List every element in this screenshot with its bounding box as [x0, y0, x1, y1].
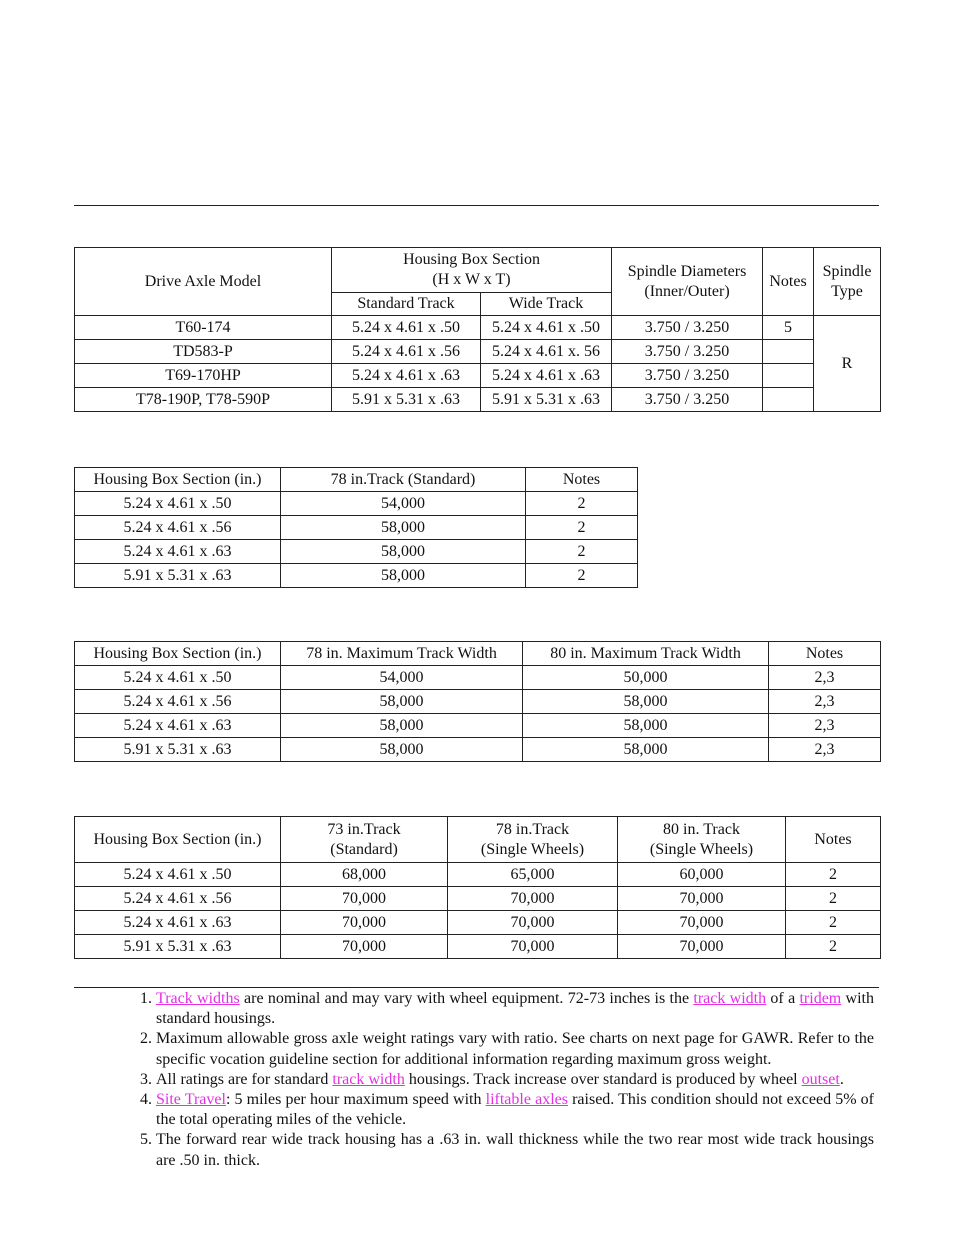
table-cell: 5.91 x 5.31 x .63 [75, 935, 281, 959]
table-cell: 5.91 x 5.31 x .63 [75, 738, 281, 762]
column-header: 78 in.Track (Single Wheels) [448, 817, 618, 863]
header-spindle-diameters: Spindle Diameters (Inner/Outer) [612, 248, 763, 316]
table-cell: 50,000 [523, 666, 769, 690]
footnote-item [130, 1029, 874, 1069]
footnote-number: 1. [140, 990, 152, 1007]
footnote-text-segment: The forward rear wide track housing has a .63 in. wall thickness while the two rear most wide track housings are .50 in. thick. [156, 1131, 874, 1169]
cell-notes [763, 340, 814, 364]
footnote-text [156, 1130, 874, 1170]
table-row [75, 690, 881, 714]
maximum-track-width-rating-table [74, 641, 881, 762]
table-cell: 68,000 [281, 863, 448, 887]
cell-wide-track: 5.24 x 4.61 x .50 [481, 316, 612, 340]
table-row [75, 714, 881, 738]
table-row [75, 340, 881, 364]
table-cell: 5.24 x 4.61 x .56 [75, 690, 281, 714]
table-cell: 2 [526, 516, 638, 540]
cell-model: TD583-P [75, 340, 332, 364]
table-row [75, 911, 881, 935]
cell-standard-track: 5.24 x 4.61 x .63 [332, 364, 481, 388]
header-drive-axle-model: Drive Axle Model [75, 248, 332, 316]
table-cell: 70,000 [448, 935, 618, 959]
footnote-text-segment: Maximum allowable gross axle weight ratings vary with ratio. See charts on next page for GAWR. Refer to the specific vocation guideline section for additional information regarding maximum gross weight. [156, 1030, 874, 1068]
cell-spindle-diameters: 3.750 / 3.250 [612, 340, 763, 364]
footnote-number: 3. [140, 1070, 152, 1088]
notes-rule [74, 987, 879, 988]
cell-spindle-diameters: 3.750 / 3.250 [612, 364, 763, 388]
footnote-number: 2. [140, 1030, 152, 1048]
table-cell: 2 [526, 540, 638, 564]
table-cell: 58,000 [281, 564, 526, 588]
footnote-text [156, 1090, 874, 1130]
table-cell: 2 [786, 911, 881, 935]
glossary-link[interactable]: tridem [799, 990, 842, 1007]
table-cell: 70,000 [281, 887, 448, 911]
footnotes [130, 989, 874, 1171]
footnote-text-segment: All ratings are for standard [156, 1070, 333, 1088]
footnote-text-segment: . [839, 1070, 844, 1088]
table-cell: 2,3 [769, 714, 881, 738]
table-cell: 2 [786, 935, 881, 959]
table-row [75, 316, 881, 340]
cell-wide-track: 5.91 x 5.31 x .63 [481, 388, 612, 412]
footnote-text [156, 1070, 874, 1090]
footnote-text [156, 1029, 874, 1069]
table-row [75, 516, 638, 540]
cell-standard-track: 5.24 x 4.61 x .50 [332, 316, 481, 340]
table-cell: 5.24 x 4.61 x .63 [75, 911, 281, 935]
header-row [75, 468, 638, 492]
table-cell: 2,3 [769, 666, 881, 690]
footnote-number: 4. [140, 1091, 152, 1109]
table-cell: 5.91 x 5.31 x .63 [75, 564, 281, 588]
column-header: Housing Box Section (in.) [75, 468, 281, 492]
footnote-text-segment: are nominal and may vary with wheel equipment. 72-73 inches is the [239, 990, 694, 1007]
footnote-text-segment: raised. This condition should not exceed 5% of the total operating miles of the vehicle. [156, 1091, 875, 1129]
column-header: 78 in. Maximum Track Width [281, 642, 523, 666]
table-cell: 58,000 [523, 738, 769, 762]
table-row [75, 388, 881, 412]
table-row [75, 564, 638, 588]
table-cell: 58,000 [281, 690, 523, 714]
table-cell: 70,000 [448, 911, 618, 935]
table-cell: 58,000 [281, 540, 526, 564]
table-row [75, 887, 881, 911]
drive-axle-model-table [74, 247, 881, 412]
table-cell: 58,000 [523, 690, 769, 714]
column-header: Notes [786, 817, 881, 863]
table-cell: 5.24 x 4.61 x .63 [75, 540, 281, 564]
column-header: Notes [769, 642, 881, 666]
table-cell: 2,3 [769, 690, 881, 714]
cell-notes [763, 364, 814, 388]
table-row [75, 540, 638, 564]
table-row [75, 364, 881, 388]
cell-standard-track: 5.91 x 5.31 x .63 [332, 388, 481, 412]
glossary-link[interactable]: track width [332, 1070, 405, 1088]
column-header: Notes [526, 468, 638, 492]
cell-model: T78-190P, T78-590P [75, 388, 332, 412]
table-cell: 5.24 x 4.61 x .63 [75, 714, 281, 738]
table-cell: 5.24 x 4.61 x .50 [75, 666, 281, 690]
table-cell: 65,000 [448, 863, 618, 887]
table-cell: 2 [526, 564, 638, 588]
footnote-item [130, 1090, 874, 1130]
cell-spindle-diameters: 3.750 / 3.250 [612, 388, 763, 412]
glossary-link[interactable]: Track widths [156, 990, 240, 1007]
single-wheels-track-rating-table [74, 816, 881, 959]
header-wide-track: Wide Track [481, 293, 612, 316]
footnote-item [130, 989, 874, 1029]
cell-notes [763, 388, 814, 412]
footnote-item [130, 1070, 874, 1090]
column-header: 78 in.Track (Standard) [281, 468, 526, 492]
table-row [75, 935, 881, 959]
table-cell: 5.24 x 4.61 x .56 [75, 516, 281, 540]
table-cell: 70,000 [281, 935, 448, 959]
table-row [75, 863, 881, 887]
table-cell: 2 [526, 492, 638, 516]
table-cell: 58,000 [523, 714, 769, 738]
footnote-text-segment: housings. Track increase over standard is produced by wheel [404, 1070, 802, 1088]
table-cell: 58,000 [281, 714, 523, 738]
table-cell: 2 [786, 863, 881, 887]
cell-spindle-diameters: 3.750 / 3.250 [612, 316, 763, 340]
table-cell: 5.24 x 4.61 x .50 [75, 863, 281, 887]
table-cell: 70,000 [618, 911, 786, 935]
footnote-number: 5. [140, 1131, 152, 1149]
cell-wide-track: 5.24 x 4.61 x .63 [481, 364, 612, 388]
column-header: 73 in.Track (Standard) [281, 817, 448, 863]
column-header: 80 in. Maximum Track Width [523, 642, 769, 666]
table-cell: 70,000 [281, 911, 448, 935]
table-cell: 60,000 [618, 863, 786, 887]
footnote-text-segment: with standard housings. [156, 990, 875, 1028]
table-row [75, 738, 881, 762]
table-cell: 5.24 x 4.61 x .50 [75, 492, 281, 516]
standard-track-rating-table [74, 467, 638, 588]
column-header: Housing Box Section (in.) [75, 642, 281, 666]
header-housing-box-section: Housing Box Section (H x W x T) [332, 248, 612, 293]
footnote-text [156, 989, 874, 1029]
glossary-link[interactable]: track width [693, 990, 767, 1007]
cell-model: T69-170HP [75, 364, 332, 388]
glossary-link[interactable]: outset [801, 1070, 840, 1088]
table-cell: 2 [786, 887, 881, 911]
footnote-text-segment: : 5 miles per hour maximum speed with [225, 1091, 486, 1109]
table-cell: 70,000 [618, 935, 786, 959]
column-header: 80 in. Track (Single Wheels) [618, 817, 786, 863]
cell-wide-track: 5.24 x 4.61 x. 56 [481, 340, 612, 364]
cell-model: T60-174 [75, 316, 332, 340]
column-header: Housing Box Section (in.) [75, 817, 281, 863]
header-row [75, 817, 881, 863]
top-rule [74, 205, 879, 206]
table-cell: 54,000 [281, 666, 523, 690]
cell-spindle-type: R [814, 316, 881, 412]
table-cell: 58,000 [281, 516, 526, 540]
header-notes: Notes [763, 248, 814, 316]
table-cell: 58,000 [281, 738, 523, 762]
glossary-link[interactable]: liftable axles [485, 1091, 568, 1109]
cell-standard-track: 5.24 x 4.61 x .56 [332, 340, 481, 364]
table-cell: 54,000 [281, 492, 526, 516]
table-cell: 70,000 [448, 887, 618, 911]
header-spindle-type: Spindle Type [814, 248, 881, 316]
footnote-item [130, 1130, 874, 1170]
table-cell: 70,000 [618, 887, 786, 911]
header-standard-track: Standard Track [332, 293, 481, 316]
table-cell: 5.24 x 4.61 x .56 [75, 887, 281, 911]
cell-notes: 5 [763, 316, 814, 340]
glossary-link[interactable]: Site Travel [156, 1091, 226, 1109]
table-row [75, 492, 638, 516]
table-cell: 2,3 [769, 738, 881, 762]
footnote-text-segment: of a [766, 990, 800, 1007]
header-row [75, 642, 881, 666]
table-row [75, 666, 881, 690]
